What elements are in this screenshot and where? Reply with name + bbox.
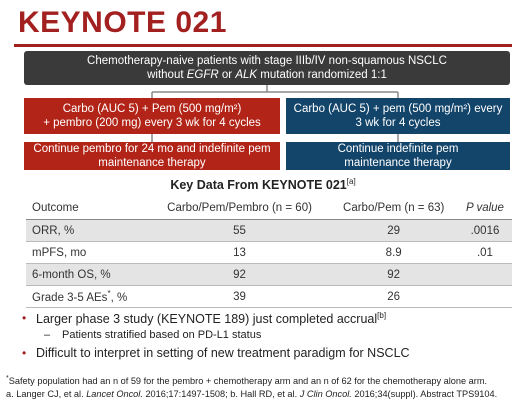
header-pembro-arm: Carbo/Pem/Pembro (n = 60): [150, 197, 330, 220]
maintenance-pem-box: Continue indefinite pem maintenance therapy: [286, 142, 510, 170]
arm-chemo-box: Carbo (AUC 5) + pem (500 mg/m²) every 3 wk for 4 cycles: [286, 98, 510, 134]
key-data-table: [26, 197, 512, 308]
table-row: Grade 3-5 AEs*, % 39 26: [26, 286, 512, 308]
table-row: 6-month OS, % 92 92: [26, 264, 512, 286]
header-chemo-arm: Carbo/Pem (n = 63): [329, 197, 458, 220]
bullet-list: [22, 311, 522, 364]
bullet-item: • Larger phase 3 study (KEYNOTE 189) just completed accrual[b]: [22, 311, 387, 327]
sub-bullet-item: – Patients stratified based on PD-L1 status: [44, 329, 262, 341]
table-row: ORR, % 55 29 .0016: [26, 220, 512, 242]
header-outcome: Outcome: [26, 197, 150, 220]
slide-title: KEYNOTE 021: [18, 6, 227, 39]
footnote-references: a. Langer CJ, et al. Lancet Oncol. 2016;17:1497-1508; b. Hall RD, et al. J Clin Oncol. 2016;34(suppl). Abstract TPS9104.: [6, 389, 498, 400]
maintenance-pembro-box: Continue pembro for 24 mo and indefinite pem maintenance therapy: [24, 142, 280, 170]
table-title: Key Data From KEYNOTE 021[a]: [170, 177, 356, 193]
population-line-2: without EGFR or ALK mutation randomized 1:1: [147, 69, 387, 81]
footnotes: [6, 372, 522, 401]
bullet-item: • Difficult to interpret in setting of new treatment paradigm for NSCLC: [22, 346, 410, 360]
population-line-1: Chemotherapy-naive patients with stage IIIb/IV non-squamous NSCLC: [87, 55, 447, 67]
footnote-safety: *Safety population had an n of 59 for the pembro + chemotherapy arm and an n of 62 for the chemotherapy alone arm.: [6, 375, 488, 387]
header-p-value: P value: [458, 197, 512, 220]
arm-pembro-chemo-box: Carbo (AUC 5) + Pem (500 mg/m²) + pembro (200 mg) every 3 wk for 4 cycles: [24, 98, 280, 134]
table-header-row: [26, 197, 512, 220]
table-row: mPFS, mo 13 8.9 .01: [26, 242, 512, 264]
